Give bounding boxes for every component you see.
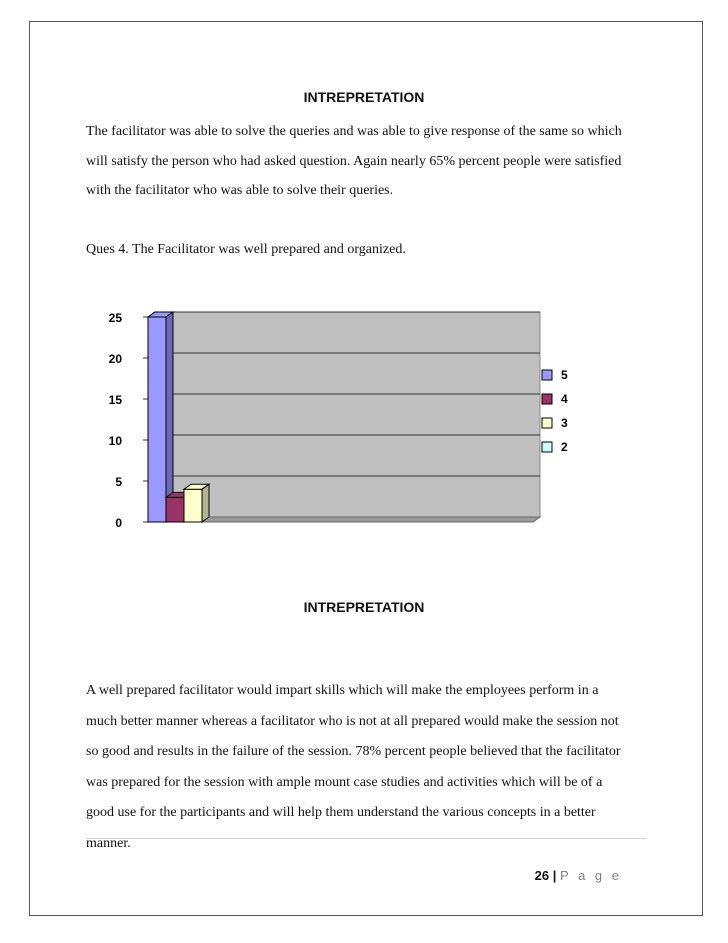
legend-label: 3 <box>561 416 568 430</box>
footer-divider <box>86 838 646 839</box>
paragraph-line: was prepared for the session with ample mount case studies and activities which will be of a <box>86 774 603 790</box>
legend-swatch-2 <box>542 442 552 452</box>
page-label: P a g e <box>560 868 622 883</box>
bar-chart <box>80 300 600 550</box>
section-heading: INTREPRETATION <box>303 599 425 615</box>
y-tick-label: 10 <box>108 434 122 448</box>
bar-side-3 <box>202 484 209 522</box>
y-tick-label: 20 <box>108 352 122 366</box>
paragraph-line: with the facilitator who was able to solve their queries. <box>86 183 394 198</box>
bar-side-5 <box>166 312 173 522</box>
legend-label: 5 <box>561 368 568 382</box>
section-heading: INTREPRETATION <box>303 89 425 105</box>
footer-separator: | <box>552 868 557 883</box>
y-tick-label: 15 <box>108 393 122 407</box>
legend-label: 4 <box>561 392 568 406</box>
paragraph-interpretation-2 <box>86 676 646 859</box>
y-tick-label: 5 <box>115 475 122 489</box>
paragraph-line: The facilitator was able to solve the queries and was able to give response of the same so which <box>86 124 622 139</box>
bar-series-3 <box>184 489 202 522</box>
legend-label: 2 <box>561 440 568 454</box>
paragraph-interpretation-1 <box>86 117 646 206</box>
legend-swatch-3 <box>542 418 552 428</box>
legend-swatch-4 <box>542 394 552 404</box>
bar-series-5 <box>148 317 166 522</box>
paragraph-line: manner. <box>86 835 131 851</box>
paragraph-line: so good and results in the failure of the session. 78% percent people believed that the facilitator <box>86 744 621 759</box>
paragraph-line: will satisfy the person who had asked question. Again nearly 65% percent people were satisfied <box>86 153 622 169</box>
y-tick-label: 0 <box>115 516 122 530</box>
y-tick-label: 25 <box>108 311 122 325</box>
page-number: 26 <box>534 868 550 883</box>
paragraph-line: much better manner whereas a facilitator who is not at all prepared would make the session not <box>86 713 619 729</box>
page-footer <box>535 868 622 883</box>
bar-series-4 <box>166 497 184 522</box>
paragraph-line: good use for the participants and will help them understand the various concepts in a better <box>86 805 596 820</box>
legend-swatch-5 <box>542 370 552 380</box>
paragraph-line: A well prepared facilitator would impart skills which will make the employees perform in a <box>86 683 599 698</box>
question-text: Ques 4. The Facilitator was well prepared and organized. <box>86 242 406 257</box>
chart-back-wall <box>155 312 540 517</box>
